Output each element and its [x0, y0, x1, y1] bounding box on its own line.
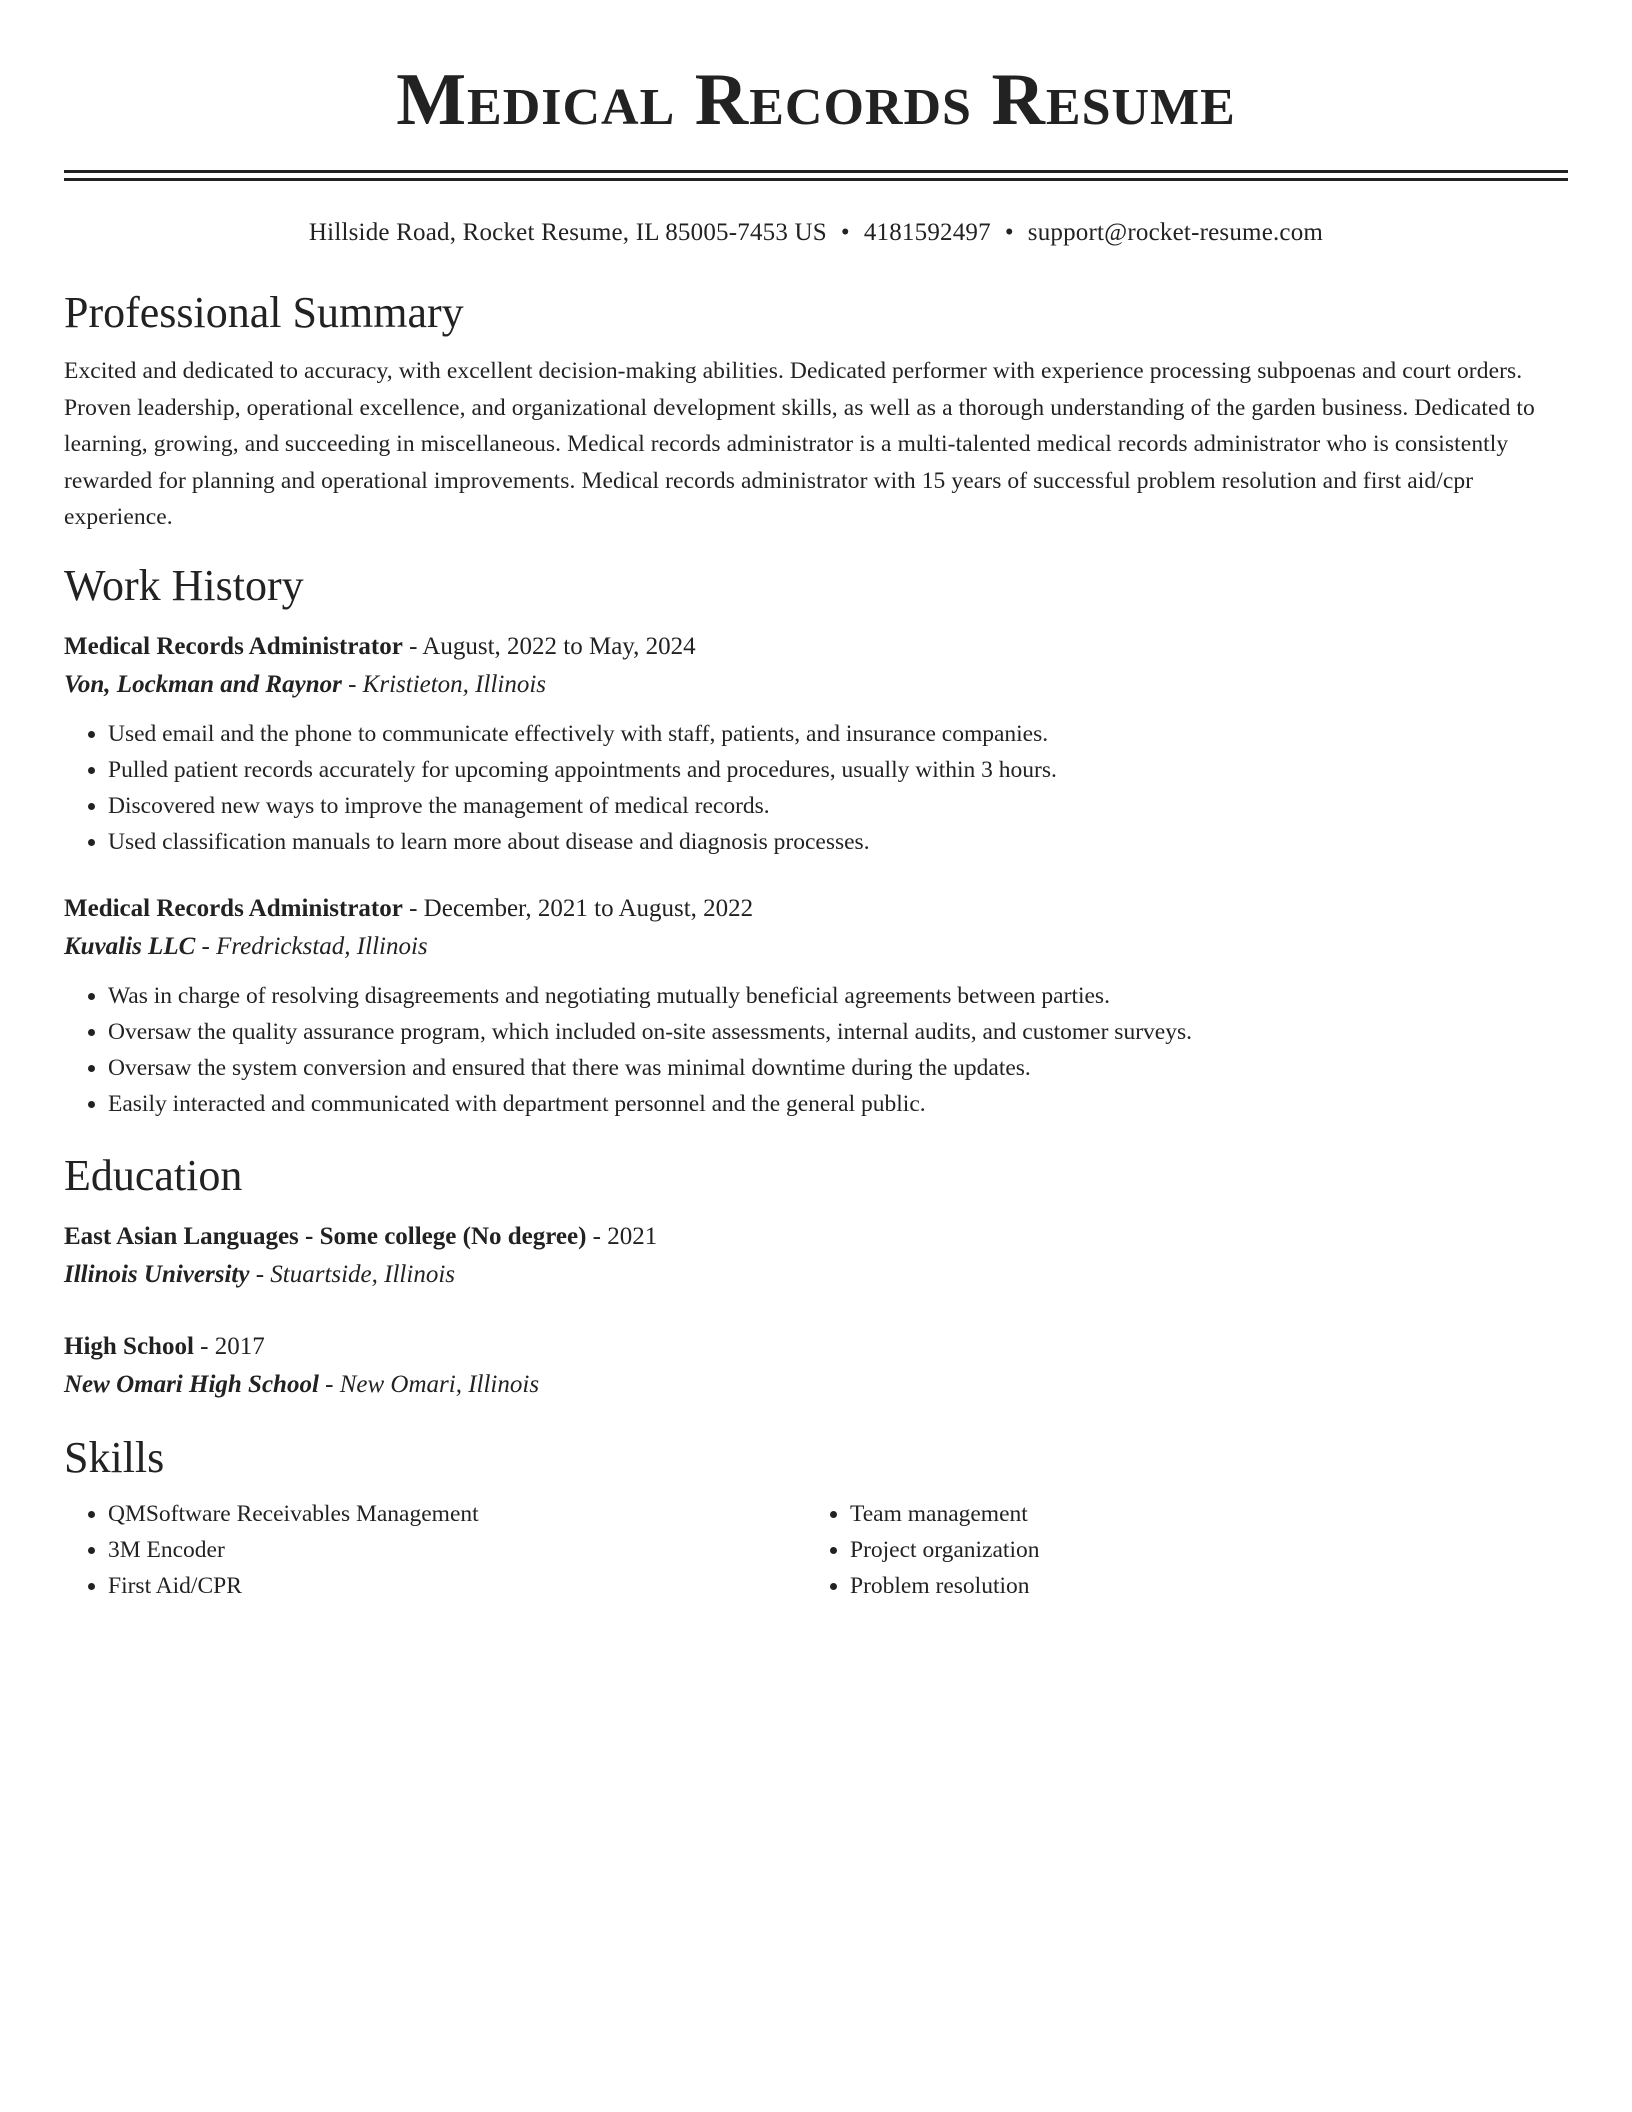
contact-separator: •	[840, 219, 850, 246]
education-location: - New Omari, Illinois	[318, 1370, 540, 1398]
skills-list-left	[64, 1496, 806, 1604]
job-dates: - August, 2022 to May, 2024	[402, 632, 696, 660]
job-entry	[64, 890, 1568, 1122]
list-item: • Oversaw the system conversion and ensured that there was minimal downtime during the updates.	[108, 1050, 1568, 1086]
contact-address: Hillside Road, Rocket Resume, IL 85005-7453 US	[308, 219, 827, 246]
education-degree-line	[64, 1328, 1568, 1366]
skills-list-right	[806, 1496, 1548, 1604]
skills-columns	[64, 1496, 1568, 1604]
education-year: - 2021	[586, 1222, 658, 1250]
contact-separator: •	[1004, 219, 1014, 246]
list-item: • Project organization	[850, 1532, 1548, 1568]
job-title: Medical Records Administrator	[64, 632, 403, 660]
education-school-line	[64, 1366, 1568, 1404]
list-item: • Problem resolution	[850, 1568, 1548, 1604]
education-location: - Stuartside, Illinois	[249, 1260, 455, 1288]
list-item: • QMSoftware Receivables Management	[108, 1496, 806, 1532]
skills-section	[64, 1432, 1568, 1604]
education-year: - 2017	[193, 1332, 265, 1360]
education-degree: East Asian Languages - Some college (No degree)	[64, 1222, 587, 1250]
list-item: • First Aid/CPR	[108, 1568, 806, 1604]
job-location: - Kristieton, Illinois	[341, 670, 547, 698]
list-item: • Pulled patient records accurately for upcoming appointments and procedures, usually within 3 hours.	[108, 752, 1568, 788]
list-item: • Used email and the phone to communicate effectively with staff, patients, and insurance companies.	[108, 716, 1568, 752]
job-title-line	[64, 628, 1568, 666]
job-company-line	[64, 928, 1568, 966]
education-degree-line	[64, 1218, 1568, 1256]
job-dates: - December, 2021 to August, 2022	[402, 894, 754, 922]
job-company: Von, Lockman and Raynor	[64, 670, 342, 698]
summary-section	[64, 287, 1568, 536]
summary-text: Excited and dedicated to accuracy, with excellent decision-making abilities. Dedicated performer with experience processing subpoenas and court orders. Proven leadership, operational excellence, and organizational development skills, as well as a thorough understanding of the garden business. Dedicated to learning, growing, and succeeding in miscellaneous. Medical records administrator is a multi-talented medical records administrator who is consistently rewarded for planning and operational improvements. Medical records administrator with 15 years of successful problem resolution and first aid/cpr experience.	[64, 358, 1535, 530]
title-double-rule	[64, 170, 1568, 181]
contact-email: support@rocket-resume.com	[1027, 219, 1324, 246]
work-history-section	[64, 560, 1568, 1122]
job-location: - Fredrickstad, Illinois	[195, 932, 428, 960]
list-item: • 3M Encoder	[108, 1532, 806, 1568]
list-item: • Was in charge of resolving disagreements and negotiating mutually beneficial agreements between parties.	[108, 978, 1568, 1014]
summary-heading: Professional Summary	[64, 288, 464, 337]
list-item: • Oversaw the quality assurance program, which included on-site assessments, internal audits, and customer surveys.	[108, 1014, 1568, 1050]
list-item: • Easily interacted and communicated with department personnel and the general public.	[108, 1086, 1568, 1122]
education-school: Illinois University	[64, 1260, 250, 1288]
education-entry	[64, 1328, 1568, 1404]
job-duties-list	[64, 716, 1568, 860]
skills-heading: Skills	[64, 1432, 165, 1482]
job-entry	[64, 628, 1568, 860]
contact-phone: 4181592497	[863, 219, 991, 246]
education-school: New Omari High School	[64, 1370, 319, 1398]
job-company-line	[64, 666, 1568, 704]
job-company: Kuvalis LLC	[64, 932, 196, 960]
list-item: • Used classification manuals to learn more about disease and diagnosis processes.	[108, 824, 1568, 860]
education-section	[64, 1150, 1568, 1404]
list-item: • Team management	[850, 1496, 1548, 1532]
education-heading: Education	[64, 1150, 243, 1200]
education-entry	[64, 1218, 1568, 1294]
education-degree: High School	[64, 1332, 194, 1360]
education-school-line	[64, 1256, 1568, 1294]
work-history-heading: Work History	[64, 560, 304, 610]
resume-title: Medical Records Resume	[396, 59, 1236, 141]
job-title-line	[64, 890, 1568, 928]
contact-line	[64, 217, 1568, 249]
job-duties-list	[64, 978, 1568, 1122]
list-item: • Discovered new ways to improve the management of medical records.	[108, 788, 1568, 824]
job-title: Medical Records Administrator	[64, 894, 403, 922]
